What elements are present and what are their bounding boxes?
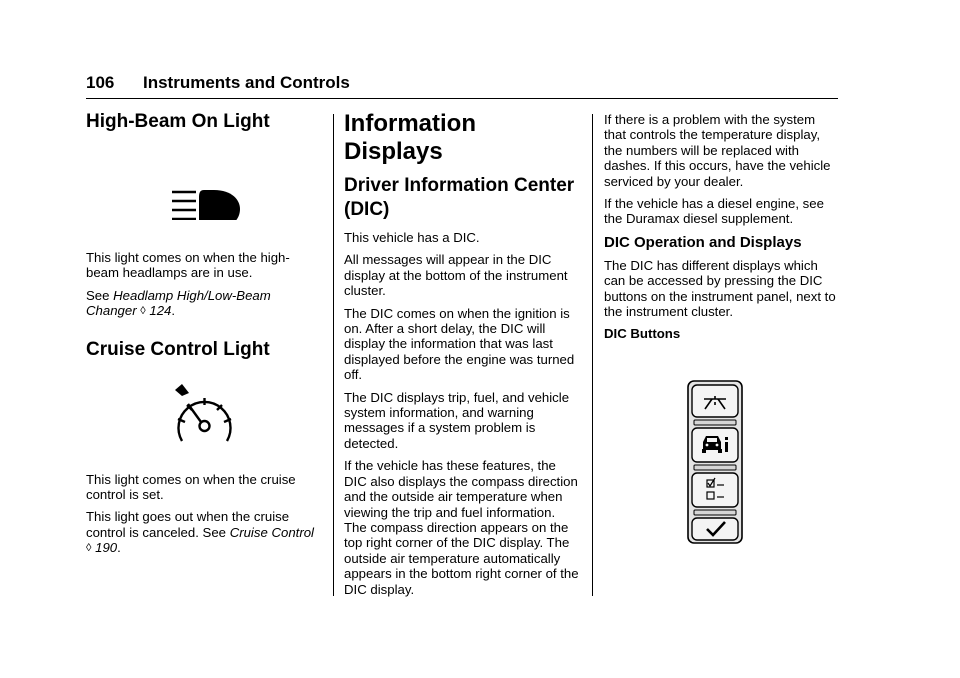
column-divider-1 — [333, 114, 334, 596]
dic-operation-para: The DIC has different displays which can be accessed by pressing the DIC buttons on the instrument panel, next to the instrument cluster. — [604, 257, 836, 320]
dic-para-3: The DIC comes on when the ignition is on. After a short delay, the DIC will display the information that was last displayed before the engine was turned off. — [344, 305, 575, 383]
high-beam-icon — [86, 134, 320, 220]
section-title: Instruments and Controls — [143, 73, 350, 92]
cruise-text-1: This light comes on when the cruise control is set. — [86, 471, 296, 503]
page-header — [86, 72, 838, 99]
dic-button-trip — [692, 385, 738, 417]
page-number: 106 — [86, 73, 115, 92]
temp-para: If there is a problem with the system that controls the temperature display, the numbers will be replaced with dashes. If this occurs, have the vehicle serviced by your dealer. — [604, 112, 831, 189]
info-displays-heading: Information Displays — [344, 110, 476, 165]
cruise-control-icon — [86, 362, 320, 452]
column-2 — [344, 110, 580, 604]
high-beam-page[interactable]: 124 — [149, 303, 172, 319]
high-beam-link[interactable]: Headlamp High/Low-Beam Changer — [86, 287, 271, 319]
dic-para-1: This vehicle has a DIC. — [344, 230, 480, 245]
high-beam-see-ref: See Headlamp High/Low-Beam Changer ◊ 124. — [86, 287, 271, 319]
dic-buttons-illustration — [604, 349, 840, 549]
dic-buttons-label: DIC Buttons — [604, 326, 681, 342]
cruise-page[interactable]: 190 — [95, 540, 118, 556]
dic-para-4: The DIC displays trip, fuel, and vehicle system information, and warning messages if a system problem is detected. — [344, 389, 570, 451]
page-ref-icon: ◊ — [140, 305, 146, 318]
cruise-heading: Cruise Control Light — [86, 338, 270, 360]
high-beam-text: This light comes on when the high-beam headlamps are in use. — [86, 250, 290, 281]
dic-operation-heading: DIC Operation and Displays — [604, 233, 802, 251]
column-divider-2 — [592, 114, 593, 596]
dic-button-select — [692, 518, 738, 540]
high-beam-heading: High-Beam On Light — [86, 111, 270, 132]
cruise-text-2: This light goes out when the cruise control is canceled. See Cruise Control ◊ 190. — [86, 509, 314, 556]
diesel-para: If the vehicle has a diesel engine, see the Duramax diesel supplement. — [604, 196, 824, 227]
dic-heading: Driver Information Center (DIC) — [344, 175, 575, 220]
dic-para-2: All messages will appear in the DIC display at the bottom of the instrument cluster. — [344, 252, 568, 299]
cruise-link[interactable]: Cruise Control — [229, 524, 314, 540]
column-1 — [86, 110, 320, 564]
column-3 — [604, 112, 840, 549]
page-ref-icon: ◊ — [86, 542, 92, 555]
dic-para-5: If the vehicle has these features, the DIC also displays the compass direction and the outside air temperature when viewing the trip and fuel information. The compass direction appears on the top right corner of the DIC display. The outside air temperature automatically appears in the bottom right corner of the DIC display. — [344, 458, 579, 597]
